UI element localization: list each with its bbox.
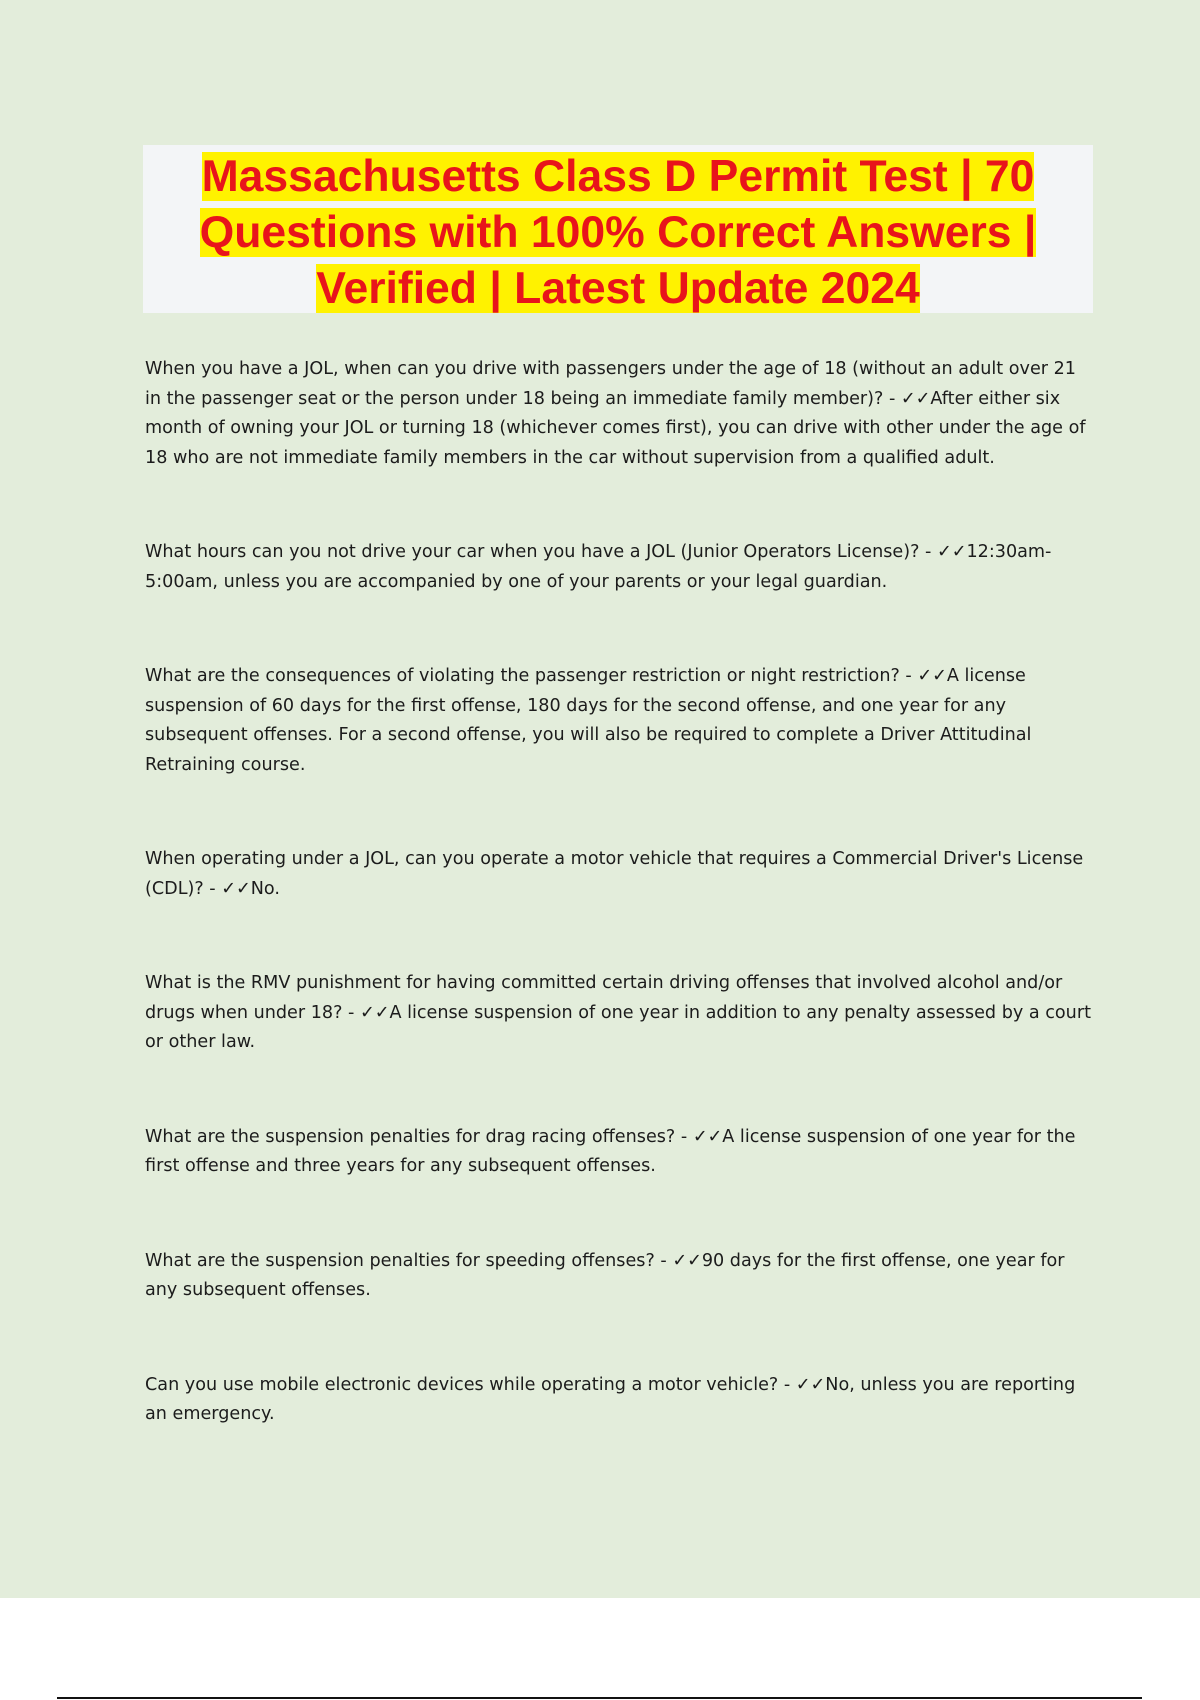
question-text: What are the consequences of violating the passenger restriction or night restriction? -: [145, 666, 918, 686]
footer-divider: [57, 1697, 1142, 1699]
answer-text: A license suspension of one year for the first offense and three years for any subsequent offenses.: [145, 1126, 1076, 1176]
checkmark-icon: ✓✓: [672, 1250, 702, 1271]
question-text: Can you use mobile electronic devices while operating a motor vehicle? -: [145, 1374, 796, 1395]
checkmark-icon: ✓✓: [936, 542, 967, 562]
document-title: Massachusetts Class D Permit Test | 70 Questions with 100% Correct Answers | Verified | Latest Update 2024: [199, 152, 1037, 313]
qa-list: [145, 355, 1095, 1430]
question-text: When operating under a JOL, can you operate a motor vehicle that requires a Commercial Driver's License (CDL)? -: [145, 849, 1084, 899]
qa-item: [145, 1123, 1095, 1182]
footer-area: [0, 1598, 1200, 1700]
checkmark-icon: ✓✓: [221, 878, 251, 899]
answer-text: No, unless you are reporting an emergency.: [145, 1374, 1076, 1424]
answer-text: No.: [250, 878, 280, 899]
qa-item: [145, 845, 1095, 904]
qa-item: [145, 538, 1095, 597]
answer-text: 90 days for the first offense, one year for any subsequent offenses.: [145, 1250, 1065, 1300]
qa-item: [145, 355, 1095, 473]
title-block: [143, 145, 1093, 313]
question-text: What are the suspension penalties for drag racing offenses? -: [145, 1126, 693, 1147]
question-text: When you have a JOL, when can you drive with passengers under the age of 18 (without an adult over 21 in the passenger seat or the person under 18 being an immediate family member)? -: [145, 359, 1076, 409]
qa-item: [145, 1371, 1095, 1430]
checkmark-icon: ✓✓: [917, 666, 947, 686]
answer-text: After either six month of owning your JOL or turning 18 (whichever comes first), you can drive with other under the age of 18 who are not immediate family members in the car without supervision from a qualified adult.: [145, 388, 1086, 468]
answer-text: A license suspension of 60 days for the first offense, 180 days for the second offense, and one year for any subsequent offenses. For a second offense, you will also be required to complete a Driver Attitudinal Retraining course.: [145, 666, 1032, 775]
question-text: What are the suspension penalties for speeding offenses? -: [145, 1250, 673, 1271]
qa-item: [145, 1247, 1095, 1306]
checkmark-icon: ✓✓: [795, 1374, 826, 1395]
checkmark-icon: ✓✓: [359, 1002, 390, 1023]
answer-text: 12:30am-5:00am, unless you are accompanied by one of your parents or your legal guardian.: [145, 542, 1052, 592]
qa-item: [145, 969, 1095, 1058]
qa-item: [145, 662, 1095, 780]
checkmark-icon: ✓✓: [692, 1126, 723, 1147]
question-text: What hours can you not drive your car when you have a JOL (Junior Operators License)? -: [145, 542, 937, 562]
question-text: What is the RMV punishment for having committed certain driving offenses that involved alcohol and/or drugs when under 18? -: [145, 973, 1063, 1023]
checkmark-icon: ✓✓: [900, 388, 931, 409]
answer-text: A license suspension of one year in addition to any penalty assessed by a court or other law.: [145, 1002, 1091, 1052]
